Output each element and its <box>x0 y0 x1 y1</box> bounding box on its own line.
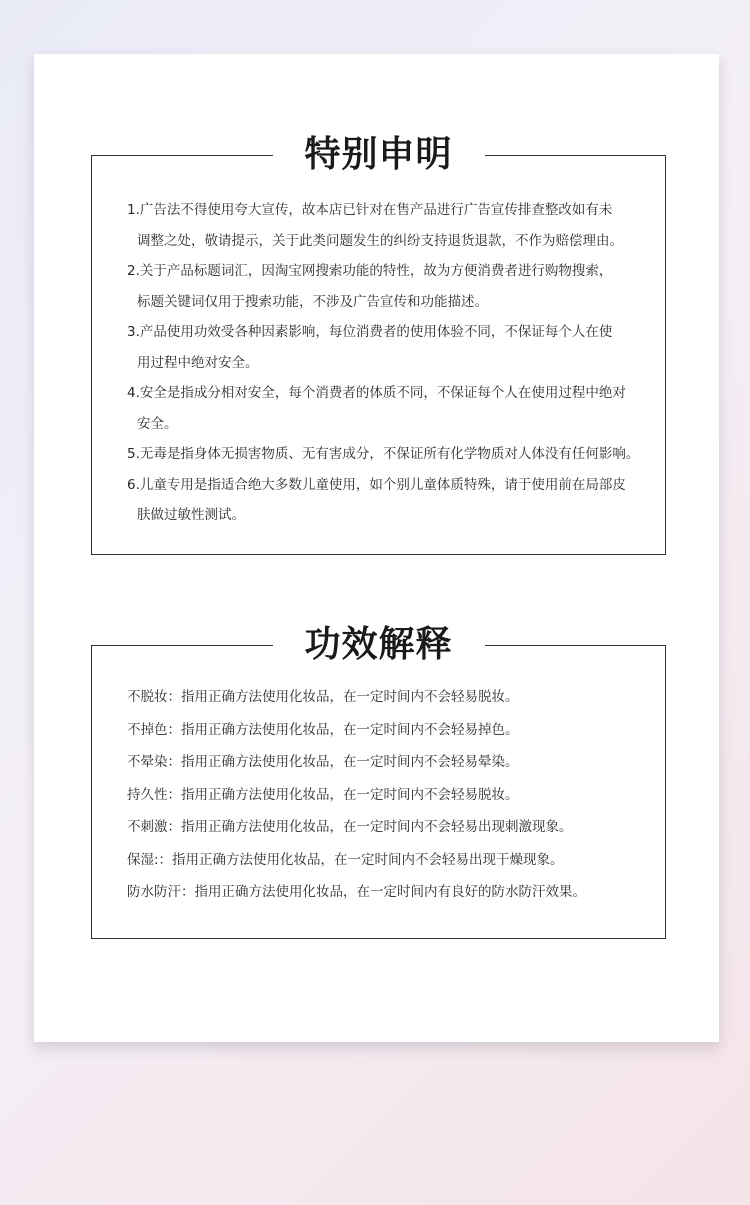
statement-item-6-line-1: 6.儿童专用是指适合绝大多数儿童使用，如个别儿童体质特殊，请于使用前在局部皮 <box>127 476 626 493</box>
statement-item-3-line-1: 3.产品使用功效受各种因素影响，每位消费者的使用体验不同，不保证每个人在使 <box>127 324 613 340</box>
effect-item-non-irritating: 不刺激：指用正确方法使用化妆品，在一定时间内不会轻易出现刺激现象。 <box>127 819 573 835</box>
statement-item-2 <box>127 256 655 317</box>
statement-item-4-line-2: 安全。 <box>137 415 178 432</box>
statement-item-6 <box>127 470 655 531</box>
statement-item-4 <box>127 378 655 439</box>
effects-section <box>91 624 666 939</box>
effect-item-no-fade: 不掉色：指用正确方法使用化妆品，在一定时间内不会轻易掉色。 <box>127 721 519 738</box>
effect-item-no-bleed: 不晕染：指用正确方法使用化妆品，在一定时间内不会轻易晕染。 <box>127 754 519 770</box>
statement-item-2-line-1: 2.关于产品标题词汇，因淘宝网搜索功能的特性，故为方便消费者进行购物搜索， <box>127 263 613 279</box>
statement-item-5 <box>127 439 655 470</box>
statement-item-4-line-1: 4.安全是指成分相对安全，每个消费者的体质不同，不保证每个人在使用过程中绝对 <box>127 385 626 401</box>
effects-title: 功效解释 <box>272 617 484 673</box>
effects-list <box>127 681 655 909</box>
statement-item-5-line-1: 5.无毒是指身体无损害物质、无有害成分，不保证所有化学物质对人体没有任何影响。 <box>127 446 640 462</box>
effect-item-long-lasting: 持久性：指用正确方法使用化妆品，在一定时间内不会轻易脱妆。 <box>127 786 519 803</box>
statement-item-1-line-2: 调整之处，敬请提示，关于此类问题发生的纠纷支持退货退款，不作为赔偿理由。 <box>137 232 623 249</box>
effect-item-waterproof: 防水防汗：指用正确方法使用化妆品，在一定时间内有良好的防水防汗效果。 <box>127 884 586 900</box>
statement-item-1 <box>127 195 655 256</box>
statement-section <box>91 134 666 555</box>
statement-title: 特别申明 <box>272 127 484 183</box>
effect-item-moisturizing: 保湿:：指用正确方法使用化妆品，在一定时间内不会轻易出现干燥现象。 <box>127 851 564 868</box>
effect-item-no-smudge: 不脱妆：指用正确方法使用化妆品，在一定时间内不会轻易脱妆。 <box>127 689 519 705</box>
statement-item-1-line-1: 1.广告法不得使用夸大宣传，故本店已针对在售产品进行广告宣传排查整改如有未 <box>127 202 613 218</box>
statement-item-2-line-2: 标题关键词仅用于搜索功能，不涉及广告宣传和功能描述。 <box>137 293 488 310</box>
statement-item-3 <box>127 317 655 378</box>
statement-list <box>127 195 655 531</box>
statement-item-3-line-2: 用过程中绝对安全。 <box>137 354 259 371</box>
statement-item-6-line-2: 肤做过敏性测试。 <box>137 507 245 523</box>
content-card <box>34 54 719 1042</box>
